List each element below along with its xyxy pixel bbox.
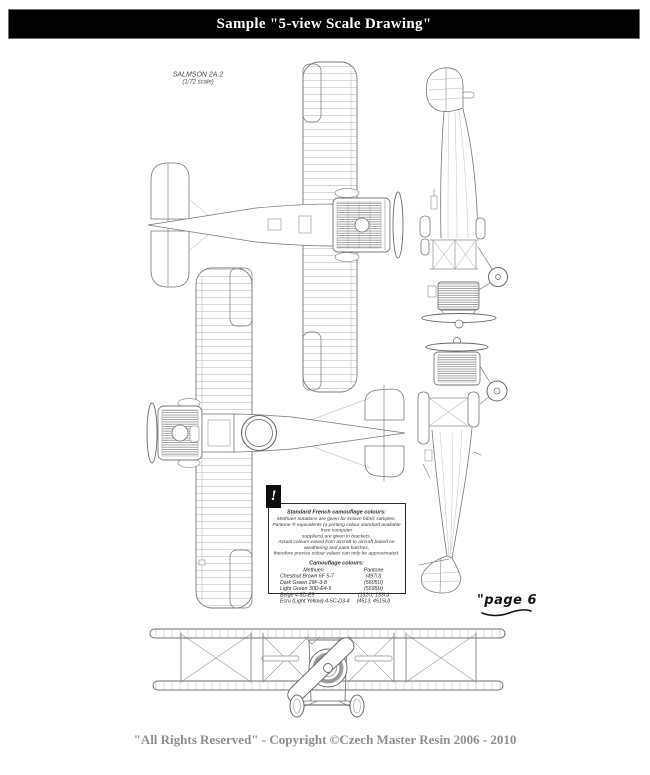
tailplane xyxy=(365,446,404,477)
note-line: therefore precise colour values can only be approximated. xyxy=(273,550,400,556)
tailplane xyxy=(365,389,404,420)
colour-row xyxy=(269,598,404,604)
wing-root xyxy=(476,218,485,239)
wheel xyxy=(489,268,508,287)
upper-wing xyxy=(150,629,505,638)
warning-icon: ! xyxy=(266,485,281,508)
pantone-value: (4513, 4515U) xyxy=(356,598,391,604)
gunner-ring xyxy=(242,416,277,451)
camouflage-note-box xyxy=(268,503,406,604)
propeller-hub xyxy=(324,664,333,673)
front-view xyxy=(150,629,505,717)
page-number-label: "page 6 xyxy=(477,593,538,608)
wheel xyxy=(487,381,507,401)
wheel xyxy=(335,253,359,262)
note-line: suppliers) are given in brackets. xyxy=(301,533,372,539)
wheel xyxy=(350,695,364,717)
propeller xyxy=(426,343,488,351)
fuselage xyxy=(432,430,447,556)
note-line: Methuen notations are given for known fabric samples. xyxy=(277,516,396,522)
propeller xyxy=(147,403,157,463)
aircraft-type-label xyxy=(148,70,248,85)
methuen-value: Chestnut Brown 6F 5-7 xyxy=(280,573,334,579)
methuen-value: Ecru (Light Yellow) 4-5C-D3-4 xyxy=(280,598,350,604)
wing-root xyxy=(418,392,429,444)
pantone-value: (5605U) xyxy=(364,579,383,586)
engine xyxy=(438,282,479,310)
fuselage xyxy=(441,111,444,238)
top-plan-view xyxy=(148,62,403,392)
aircraft-name: SALMSON 2A.2 xyxy=(172,70,224,78)
pantone-value: (5595U) xyxy=(364,585,383,592)
column-pantone: Pantone xyxy=(363,566,384,573)
methuen-value: Dark Green 29F-3-8 xyxy=(280,579,327,586)
tailplane xyxy=(151,231,189,287)
column-methuen: Methuen xyxy=(303,566,324,573)
wing-root xyxy=(420,216,430,237)
colour-table-heading: Camouflage colours: xyxy=(309,559,364,566)
wing-root xyxy=(468,392,479,427)
pantone-value: (497U) xyxy=(365,573,382,579)
note-heading: Standard French camouflage colours: xyxy=(286,509,387,515)
tailplane-tip xyxy=(355,656,392,661)
wheel xyxy=(290,695,304,717)
note-line: Pantone ® equivalents (a printing colour standard available from computer xyxy=(272,521,401,533)
page-label-underline xyxy=(481,609,533,618)
tailplane-tip xyxy=(262,656,299,661)
copyright-footer: "All Rights Reserved" - Copyright ©Czech Master Resin 2006 - 2010 xyxy=(133,732,517,747)
aircraft-scale: (1/72 scale) xyxy=(182,78,214,85)
page-title: Sample "5-view Scale Drawing" xyxy=(216,15,432,32)
propeller xyxy=(393,192,403,258)
wheel xyxy=(335,189,359,198)
tailplane xyxy=(151,163,189,219)
methuen-value: Light Green 30D-E4-5 xyxy=(280,585,332,592)
side-view-nose-up xyxy=(418,338,507,594)
pantone-value: (132U, 133U) xyxy=(357,591,390,598)
note-line: Actual colours varied from aircraft to aircraft based on weathering and paint batches, xyxy=(278,539,395,551)
side-view-tail-up xyxy=(420,68,508,328)
methuen-value: Beige 4-5D-E5 xyxy=(280,591,315,598)
